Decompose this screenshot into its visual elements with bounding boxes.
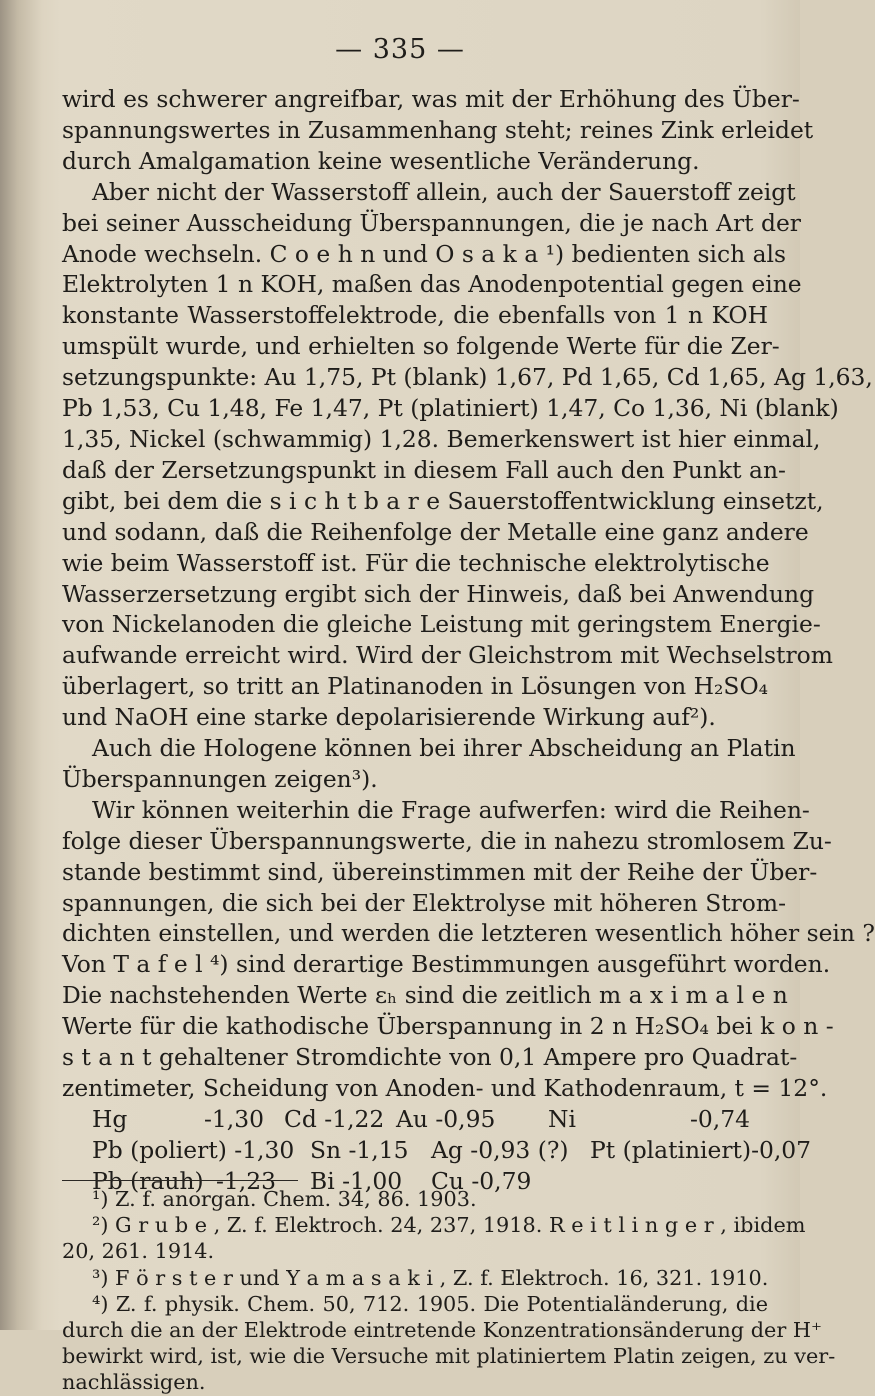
table-cell: Ag -0,93 (?): [431, 1135, 569, 1164]
body-line: durch Amalgamation keine wesentliche Veränderung.: [62, 146, 700, 175]
body-line: Aber nicht der Wasserstoff allein, auch der Sauerstoff zeigt: [92, 177, 796, 206]
table-cell: Au -0,95: [396, 1104, 496, 1133]
table-cell: Hg: [92, 1104, 128, 1133]
body-line: dichten einstellen, und werden die letzteren wesentlich höher sein ?: [62, 919, 875, 948]
body-line: Wir können weiterhin die Frage aufwerfen: wird die Reihen-: [92, 795, 810, 824]
table-cell: Pb (poliert) -1,30: [92, 1135, 295, 1164]
footnote-line: ¹) Z. f. anorgan. Chem. 34, 86. 1903.: [92, 1187, 477, 1211]
body-line: Überspannungen zeigen³).: [62, 764, 378, 793]
body-line: spannungen, die sich bei der Elektrolyse mit höheren Strom-: [62, 888, 786, 917]
body-line: daß der Zersetzungspunkt in diesem Fall auch den Punkt an-: [62, 455, 786, 484]
body-line: konstante Wasserstoffelektrode, die ebenfalls von 1 n KOH: [62, 301, 768, 330]
footnote-divider: [62, 1180, 298, 1181]
body-line: aufwande erreicht wird. Wird der Gleichstrom mit Wechselstrom: [62, 641, 833, 670]
body-line: s t a n t gehaltener Stromdichte von 0,1 Ampere pro Quadrat-: [62, 1043, 798, 1072]
value-table-row: [62, 1135, 812, 1166]
table-cell: Sn -1,15: [310, 1135, 409, 1164]
body-line: und NaOH eine starke depolarisierende Wirkung auf²).: [62, 703, 716, 732]
table-cell: -1,23: [216, 1166, 276, 1195]
body-line: von Nickelanoden die gleiche Leistung mit geringstem Energie-: [62, 610, 821, 639]
footnote-line: bewirkt wird, ist, wie die Versuche mit platiniertem Platin zeigen, zu ver-: [62, 1344, 836, 1369]
table-cell: Cd -1,22: [284, 1104, 385, 1133]
footnote-line: durch die an der Elektrode eintretende Konzentrationsänderung der H⁺: [62, 1318, 823, 1343]
footnote-line: 20, 261. 1914.: [62, 1239, 215, 1264]
body-line: Auch die Hologene können bei ihrer Abscheidung an Platin: [92, 734, 796, 763]
body-line: bei seiner Ausscheidung Überspannungen, die je nach Art der: [62, 208, 801, 237]
table-cell: Bi -1,00: [310, 1166, 403, 1195]
table-cell: Ni: [548, 1104, 576, 1133]
value-table-row: [62, 1104, 768, 1135]
footnote-line: nachlässigen.: [62, 1370, 206, 1395]
body-line: Pb 1,53, Cu 1,48, Fe 1,47, Pt (platiniert) 1,47, Co 1,36, Ni (blank): [62, 394, 839, 423]
table-cell: -0,74: [690, 1104, 750, 1133]
body-line: Werte für die kathodische Überspannung in 2 n H₂SO₄ bei k o n -: [62, 1012, 834, 1041]
body-line: überlagert, so tritt an Platinanoden in Lösungen von H₂SO₄: [62, 672, 768, 701]
table-cell: Cu -0,79: [431, 1166, 532, 1195]
table-cell: -1,30: [204, 1104, 264, 1133]
body-line: setzungspunkte: Au 1,75, Pt (blank) 1,67, Pd 1,65, Cd 1,65, Ag 1,63,: [62, 363, 873, 392]
footnotes: [62, 1186, 836, 1396]
body-line: spannungswertes in Zusammenhang steht; reines Zink erleidet: [62, 115, 814, 144]
body-line: Elektrolyten 1 n KOH, maßen das Anodenpotential gegen eine: [62, 270, 802, 299]
footnote-line: ⁴) Z. f. physik. Chem. 50, 712. 1905. Die Potentialänderung, die: [92, 1291, 768, 1316]
table-cell: Pb (rauh): [92, 1166, 204, 1195]
page-number: — 335 —: [335, 34, 465, 65]
body-line: Wasserzersetzung ergibt sich der Hinweis, daß bei Anwendung: [62, 579, 815, 608]
body-line: zentimeter, Scheidung von Anoden- und Kathodenraum, t = 12°.: [62, 1074, 828, 1102]
footnote-line: ²) G r u b e , Z. f. Elektroch. 24, 237, 1918. R e i t l i n g e r , ibidem: [92, 1213, 806, 1238]
body-line: gibt, bei dem die s i c h t b a r e Sauerstoffentwicklung einsetzt,: [62, 486, 824, 515]
body-line: und sodann, daß die Reihenfolge der Metalle eine ganz andere: [62, 517, 809, 546]
body-line: Anode wechseln. C o e h n und O s a k a ¹) bedienten sich als: [62, 239, 787, 268]
body-line: Von T a f e l ⁴) sind derartige Bestimmungen ausgeführt worden.: [62, 950, 831, 979]
body-line: wird es schwerer angreifbar, was mit der Erhöhung des Über-: [62, 85, 800, 113]
body-text: [62, 84, 875, 1197]
body-line: Die nachstehenden Werte εₕ sind die zeitlich m a x i m a l e n: [62, 981, 788, 1010]
footnote-line: ³) F ö r s t e r und Y a m a s a k i , Z. f. Elektroch. 16, 321. 1910.: [92, 1265, 769, 1290]
body-line: 1,35, Nickel (schwammig) 1,28. Bemerkenswert ist hier einmal,: [62, 424, 821, 453]
body-line: stande bestimmt sind, übereinstimmen mit der Reihe der Über-: [62, 857, 818, 886]
body-line: folge dieser Überspannungswerte, die in nahezu stromlosem Zu-: [62, 826, 832, 855]
body-line: wie beim Wasserstoff ist. Für die technische elektrolytische: [62, 548, 770, 577]
body-line: umspült wurde, und erhielten so folgende Werte für die Zer-: [62, 332, 780, 361]
table-cell: Pt (platiniert)-0,07: [590, 1135, 812, 1164]
